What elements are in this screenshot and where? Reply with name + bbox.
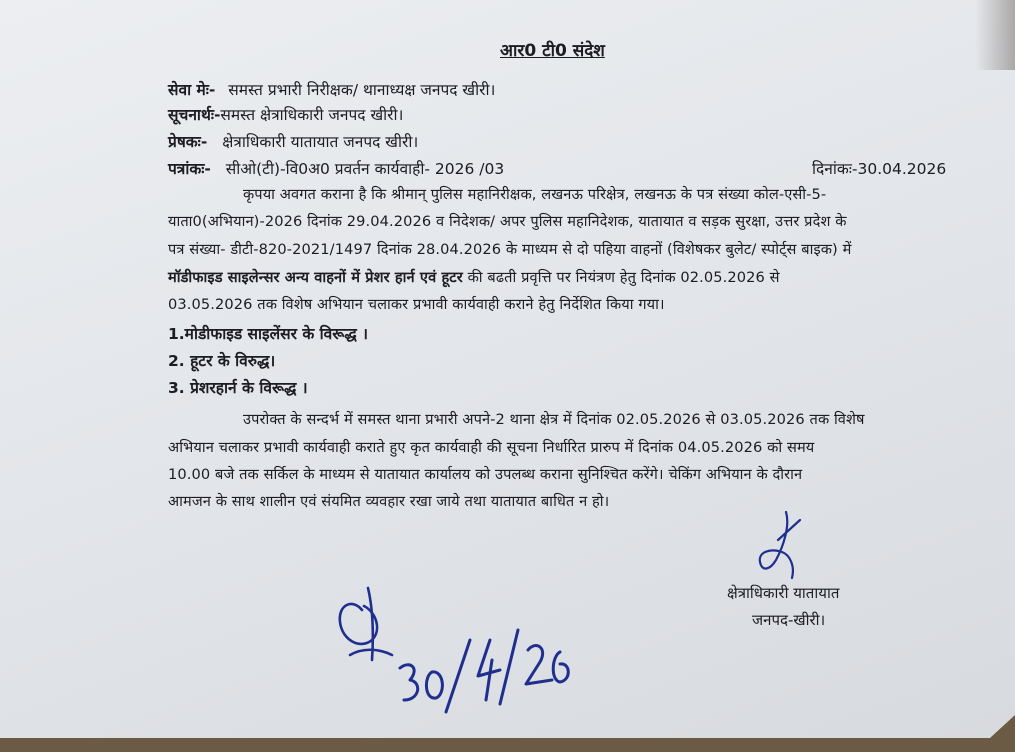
para1-line: 03.05.2026 तक विशेष अभियान चलाकर प्रभावी कार्यवाही कराने हेतु निर्देशित किया गया। bbox=[168, 296, 665, 313]
seva-label: सेवा मेः- bbox=[168, 81, 216, 99]
letter-heading: आर0 टी0 संदेश bbox=[500, 41, 605, 61]
suchnarth-text: समस्त क्षेत्राधिकारी जनपद खीरी। bbox=[220, 106, 404, 124]
officer-signature bbox=[760, 512, 800, 578]
signatory-designation: क्षेत्राधिकारी यातायात bbox=[727, 584, 840, 602]
patrank-text: सीओ(टी)-वि0अ0 प्रवर्तन कार्यवाही- 2026 /03 bbox=[225, 160, 505, 178]
para1-line: याता0(अभियान)-2026 दिनांक 29.04.2026 व निदेशक/ अपर पुलिस महानिदेशक, यातायात व सड़क सुरक्षा, उत्तर प्रदेश के bbox=[168, 213, 847, 230]
para2-line: उपरोक्त के सन्दर्भ में समस्त थाना प्रभारी अपने-2 थाना क्षेत्र में दिनांक 02.05.2026 से 03.05.2026 तक विशेष bbox=[243, 411, 865, 428]
handwritten-initials bbox=[340, 588, 392, 660]
signatory-district: जनपद-खीरी। bbox=[752, 611, 826, 629]
para2-line: अभियान चलाकर प्रभावी कार्यवाही कराते हुए कृत कार्यवाही की सूचना निर्धारित प्रारुप में दिनांक 04.05.2026 को समय bbox=[168, 439, 815, 456]
suchnarth-label: सूचनार्थः- bbox=[168, 106, 221, 124]
para1-bold-phrase: मॉडीफाइड साइलेन्सर अन्य वाहनों में प्रेशर हार्न एवं हूटर bbox=[168, 269, 463, 286]
handwritten-date bbox=[400, 630, 568, 712]
seva-text: समस्त प्रभारी निरीक्षक/ थानाध्यक्ष जनपद खीरी। bbox=[228, 81, 496, 99]
para2-line: आमजन के साथ शालीन एवं संयमित व्यवहार रखा जाये तथा यातायात बाधित न हो। bbox=[168, 493, 610, 510]
list-item: 3. प्रेशरहार्न के विरूद्ध । bbox=[168, 379, 308, 397]
list-item: 1.मोडीफाइड साइलेंसर के विरूद्ध । bbox=[168, 325, 368, 343]
para1-line-rest: की बढती प्रवृत्ति पर नियंत्रण हेतु दिनांक 02.05.2026 से bbox=[467, 269, 780, 286]
preshak-text: क्षेत्राधिकारी यातायात जनपद खीरी। bbox=[222, 133, 419, 151]
para1-line: कृपया अवगत कराना है कि श्रीमान् पुलिस महानिरीक्षक, लखनऊ परिक्षेत्र, लखनऊ के पत्र संख्या कोल-एसी-5- bbox=[243, 186, 827, 203]
para2-line: 10.00 बजे तक सर्किल के माध्यम से यातायात कार्यालय को उपलब्ध कराना सुनिश्चित करेंगे। चेकिंग अभियान के दौरान bbox=[168, 466, 803, 483]
patrank-label: पत्रांकः- bbox=[168, 160, 211, 178]
list-item: 2. हूटर के विरुद्ध। bbox=[168, 352, 276, 370]
para1-line: पत्र संख्या- डीटी-820-2021/1497 दिनांक 28.04.2026 के माध्यम से दो पहिया वाहनों (विशेषकर बुलेट/ स्पोर्ट्स बाइक) में bbox=[168, 241, 852, 258]
letter-date: दिनांकः-30.04.2026 bbox=[812, 160, 947, 178]
preshak-label: प्रेषकः- bbox=[168, 133, 208, 151]
